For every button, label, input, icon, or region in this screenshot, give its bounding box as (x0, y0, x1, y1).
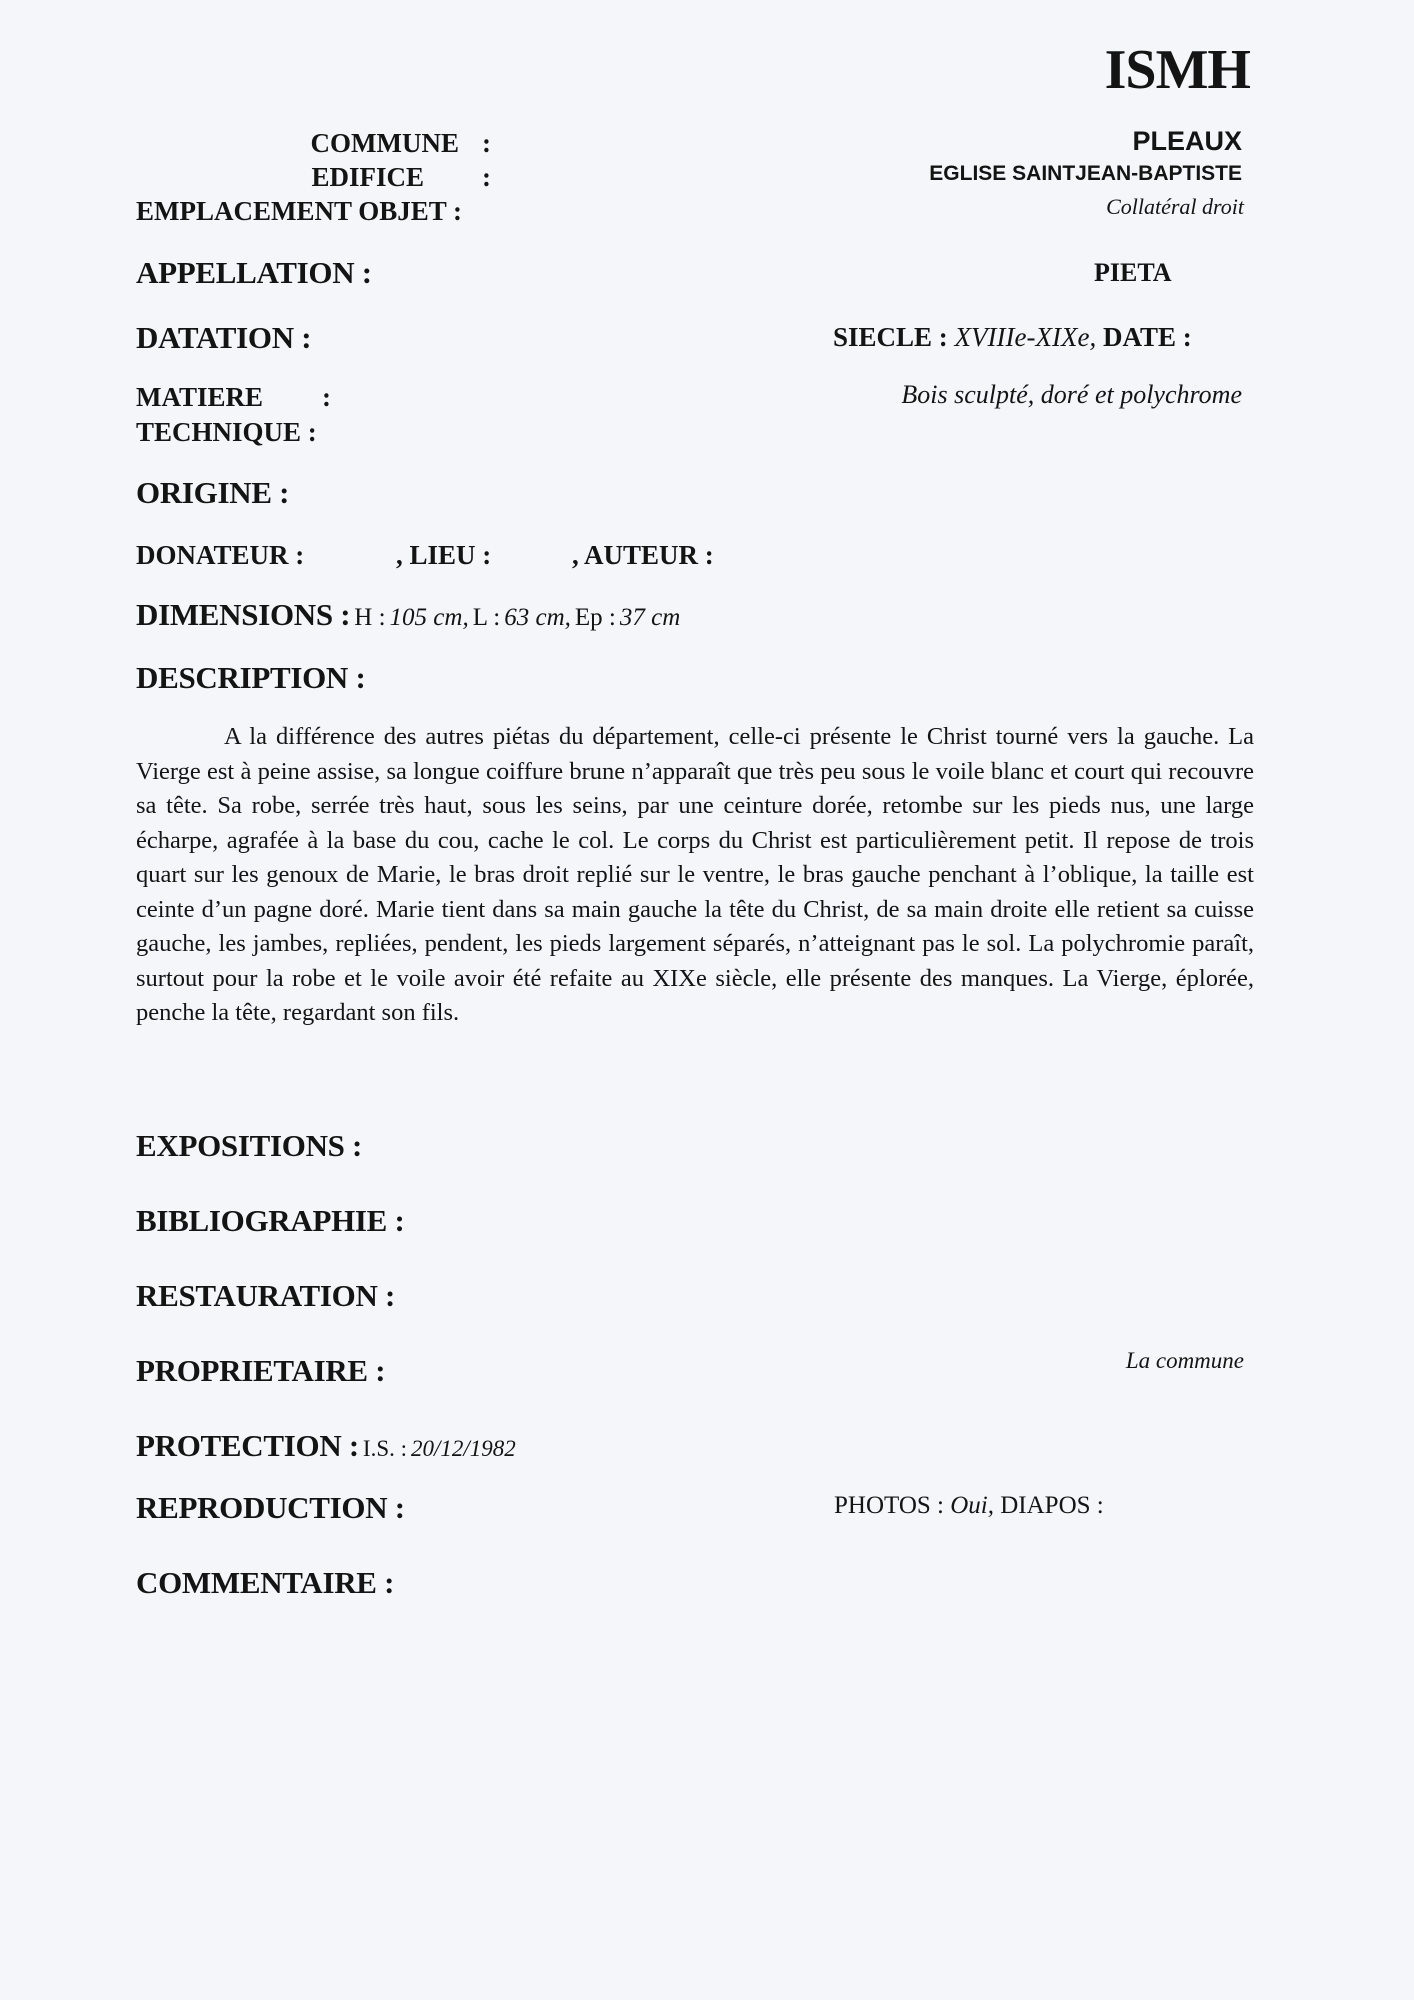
description-label: DESCRIPTION : (136, 660, 366, 695)
matiere-colon: : (322, 382, 331, 412)
bibliographie-label: BIBLIOGRAPHIE : (136, 1203, 405, 1238)
diapos-label: DIAPOS : (1000, 1492, 1104, 1519)
expositions-label: EXPOSITIONS : (136, 1128, 363, 1163)
description-text: A la différence des autres piétas du département, celle-ci présente le Christ tourné vers la gauche. La Vierge est à peine assise, sa longue coiffure brune n’apparaît que très peu sous le voile blanc et court qui recouvre sa tête. Sa robe, serrée très haut, sous les seins, par une ceinture dorée, retombe sur les pieds nus, une large écharpe, agrafée à la base du cou, cache le col. Le corps du Christ est particulièrement petit. Il repose de trois quart sur les genoux de Marie, le bras droit replié sur le ventre, le bras gauche penchant à l’oblique, la taille est ceinte d’un pagne doré. Marie tient dans sa main gauche la tête du Christ, de sa main droite elle retient sa cuisse gauche, les jambes, repliées, pendent, les pieds largement séparés, n’atteignant pas le sol. La polychromie paraît, surtout pour la robe et le voile avoir été refaite au XIXe siècle, elle présente des manques. La Vierge, éplorée, penche la tête, regardant son fils. (136, 723, 1254, 1026)
restauration-label: RESTAURATION : (136, 1278, 396, 1313)
dimensions-h-value: 105 cm, (389, 604, 469, 631)
edifice-colon: : (482, 162, 491, 192)
lieu-label: , LIEU : (396, 540, 492, 570)
dimensions-l-label: L : (472, 604, 501, 631)
protection-label: PROTECTION : (136, 1428, 359, 1463)
photos-label: PHOTOS : (834, 1492, 944, 1519)
datation-label: DATATION : (136, 320, 312, 355)
dimensions-h-label: H : (354, 604, 386, 631)
matiere-label: MATIERE (136, 382, 264, 412)
auteur-label: , AUTEUR : (572, 540, 714, 570)
document-title: ISMH (1104, 39, 1250, 101)
appellation-label: APPELLATION : (136, 255, 372, 290)
dimensions-ep-label: Ep : (574, 604, 616, 631)
commune-value: PLEAUX (1132, 126, 1242, 156)
technique-label: TECHNIQUE : (136, 417, 317, 447)
proprietaire-value: La commune (1125, 1348, 1244, 1373)
emplacement-value: Collatéral droit (1106, 194, 1244, 219)
commentaire-label: COMMENTAIRE : (136, 1565, 395, 1600)
protection-date: 20/12/1982 (411, 1436, 516, 1461)
dimensions-ep-value: 37 cm (619, 604, 681, 631)
dimensions-l-value: 63 cm, (504, 604, 571, 631)
datation-siecle (833, 322, 1192, 353)
protection-row (136, 1428, 516, 1464)
commune-label: COMMUNE (310, 128, 459, 158)
edifice-label: EDIFICE (311, 162, 424, 192)
dimensions-label: DIMENSIONS : (136, 597, 351, 632)
siecle-value: XVIIIe-XIXe, (954, 322, 1097, 352)
reproduction-label: REPRODUCTION : (136, 1490, 405, 1525)
commune-colon: : (482, 128, 491, 158)
donateur-label: DONATEUR : (136, 540, 305, 570)
matiere-value: Bois sculpté, doré et polychrome (901, 380, 1242, 409)
proprietaire-label: PROPRIETAIRE : (136, 1353, 386, 1388)
protection-type: I.S. : (362, 1436, 407, 1461)
photos-value: Oui, (950, 1492, 994, 1519)
reproduction-details (834, 1492, 1104, 1520)
emplacement-label: EMPLACEMENT OBJET : (136, 196, 463, 226)
siecle-label: SIECLE : (833, 322, 948, 352)
origine-label: ORIGINE : (136, 475, 290, 510)
appellation-value: PIETA (1094, 258, 1172, 287)
date-label: DATE : (1102, 322, 1192, 352)
edifice-value: EGLISE SAINTJEAN-BAPTISTE (929, 162, 1242, 185)
dimensions-row (136, 597, 680, 633)
